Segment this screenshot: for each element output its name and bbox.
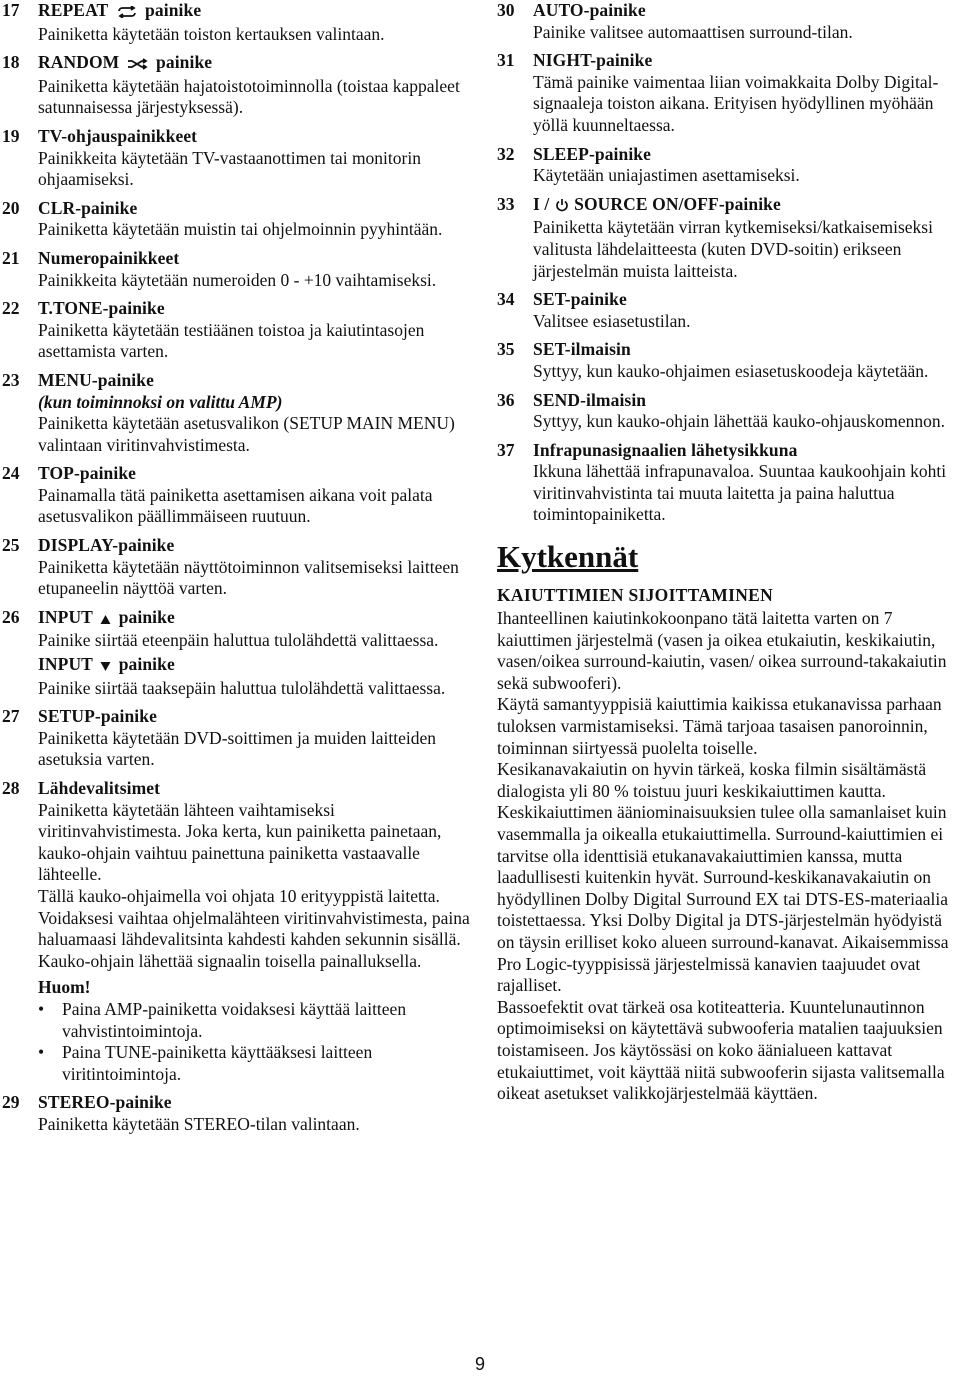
item-33 — [497, 194, 957, 282]
item-title: SET-ilmaisin — [533, 339, 631, 360]
item-22 — [2, 298, 472, 363]
item-title: T.TONE-painike — [38, 298, 165, 319]
item-number: 28 — [2, 778, 20, 798]
list-item: • Paina AMP-painiketta voidaksesi käyttää laitteen vahvistintoimintoja. — [38, 998, 407, 1041]
triangle-up-icon — [100, 609, 111, 631]
triangle-down-icon — [100, 656, 111, 678]
item-18 — [2, 52, 472, 119]
item-21 — [2, 248, 472, 291]
item-title: Lähdevalitsimet — [38, 778, 161, 798]
power-icon — [555, 196, 569, 218]
item-number: 35 — [497, 339, 515, 360]
section-heading: Kytkennät — [497, 539, 639, 575]
item-27 — [2, 706, 472, 771]
item-description: Syttyy, kun kauko-ohjaimen esiasetuskoodeja käytetään. — [533, 360, 929, 381]
left-column — [2, 0, 472, 1143]
item-36 — [497, 390, 957, 433]
item-description: Painiketta käytetään DVD-soittimen ja muiden laitteiden asetuksia varten. — [38, 727, 437, 770]
item-30 — [497, 0, 957, 43]
item-description: Syttyy, kun kauko-ohjain lähettää kauko-ohjauskomennon. — [533, 411, 945, 432]
item-description: Tämä painike vaimentaa liian voimakkaita Dolby Digital-signaaleja toiston aikana. Erityisen hyödyllinen myöhään yöllä kuunneltaessa. — [533, 71, 939, 135]
item-number: 19 — [2, 125, 20, 146]
random-icon — [127, 54, 149, 76]
item-description: Valitsee esiasetustilan. — [533, 310, 691, 331]
item-title: TV-ohjauspainikkeet — [38, 125, 198, 146]
item-title: REPEAT painike — [38, 0, 472, 24]
item-24 — [2, 463, 472, 528]
bullet: • — [38, 998, 45, 1019]
item-number: 18 — [2, 52, 20, 73]
item-description: Painiketta käytetään testiäänen toistoa ja kaiutintasojen asettamista varten. — [38, 319, 425, 362]
item-title: INPUT painike — [38, 654, 472, 678]
section-paragraph: Käytä samantyyppisiä kaiuttimia kaikissa etukanavissa parhaan tuloksen varmistamiseksi. Tämä tarjoaa tasaisen panoroinnin, toiminnan siirtyessä puolelta toiselle. — [497, 694, 942, 758]
item-subtitle: (kun toiminnoksi on valittu AMP) — [38, 391, 283, 412]
item-title: NIGHT-painike — [533, 50, 653, 71]
item-number: 31 — [497, 50, 515, 71]
section-paragraph: Bassoefektit ovat tärkeä osa kotiteatteria. Kuuntelunautinnon optimoimiseksi on käytettävä subwooferia matalien taajuuksien toistamiseen. Jos käytössäsi on koko äänialueen kattavat etukaiuttimet, voit käyttää niitä subwooferin sijasta valitsemalla oikeat asetukset valikkojärjestelmää käyttäen. — [497, 996, 945, 1104]
item-description: Painiketta käytetään näyttötoiminnon valitsemiseksi laitteen etupaneelin näyttöä varten. — [38, 556, 459, 599]
note-list — [38, 999, 472, 1085]
item-20 — [2, 198, 472, 241]
repeat-icon — [116, 2, 138, 24]
item-description: Ikkuna lähettää infrapunavaloa. Suuntaa kaukoohjain kohti viritinvahvistinta tai muuta laitetta ja paina haluttua toimintopainiketta. — [533, 461, 947, 525]
item-title: MENU-painike — [38, 369, 154, 390]
item-title: RANDOM painike — [38, 52, 472, 76]
item-description: Painike valitsee automaattisen surround-tilan. — [533, 21, 853, 42]
item-title: STEREO-painike — [38, 1092, 172, 1113]
note-heading: Huom! — [38, 977, 91, 998]
item-number: 37 — [497, 439, 515, 460]
item-number: 32 — [497, 143, 515, 164]
section-subheading: KAIUTTIMIEN SIJOITTAMINEN — [497, 585, 774, 606]
item-35 — [497, 339, 957, 382]
item-title: SET-painike — [533, 289, 627, 310]
item-26 — [2, 607, 472, 699]
item-title: SLEEP-painike — [533, 143, 652, 164]
item-description: Painiketta käytetään virran kytkemiseksi/katkaisemiseksi valitusta lähdelaitteesta (kuten DVD-soitin) erikseen järjestelmän muista laitteista. — [533, 217, 933, 281]
item-description: Painikkeita käytetään TV-vastaanottimen tai monitorin ohjaamiseksi. — [38, 147, 421, 190]
item-number: 22 — [2, 298, 20, 319]
item-description: Painiketta käytetään hajatoistotoiminnolla (toistaa kappaleet satunnaisessa järjestyksessä). — [38, 75, 460, 118]
item-title: INPUT painike — [38, 607, 472, 631]
item-description: Painike siirtää eteenpäin haluttua tulolähdettä valittaessa. — [38, 630, 439, 651]
item-title: SEND-ilmaisin — [533, 389, 647, 410]
bullet: • — [38, 1042, 45, 1063]
item-description: Painiketta käytetään asetusvalikon (SETUP MAIN MENU) valintaan viritinvahvistimesta. — [38, 413, 455, 455]
item-number: 21 — [2, 247, 20, 268]
item-25 — [2, 535, 472, 600]
item-number: 20 — [2, 197, 20, 218]
item-number: 33 — [497, 193, 515, 214]
item-title: Numeropainikkeet — [38, 247, 180, 268]
item-title: DISPLAY-painike — [38, 535, 175, 556]
item-description: Painiketta käytetään muistin tai ohjelmoinnin pyyhintään. — [38, 219, 443, 240]
item-number: 26 — [2, 606, 20, 627]
item-number: 27 — [2, 706, 20, 727]
item-title: I / SOURCE ON/OFF-painike — [533, 194, 957, 218]
item-number: 29 — [2, 1092, 20, 1113]
item-23 — [2, 370, 472, 456]
section-paragraph: Kesikanavakaiutin on hyvin tärkeä, koska filmin sisältämästä dialogista yli 80 % toistuu juuri keskikaiuttimen kautta. Keskikaiuttimen ääniominaisuuksien tulee olla samanlaiset kuin vasemmalla ja oikealla etukaiuttimella. Surround-kaiuttimien ei tarvitse olla identtisiä etukanavakaiuttimien kanssa, mutta laadullisesti kuitenkin hyvät. Surround-keskikanavakaiutin on hyödyllinen Dolby Digital Surround EX tai DTS-ES-materiaalia toistettaessa. Yksi Dolby Digital ja DTS-järjestelmän hyödyistä on täysin erilliset koko alueen surround-kanavat. Aikaisemmissa Pro Logic-tyyppisissä järjestelmissä kanavien taajuudet ovat rajalliset. — [497, 759, 949, 996]
item-description: Painiketta käytetään lähteen vaihtamiseksi viritinvahvistimesta. Joka kerta, kun painiketta painetaan, kauko-ohjain vaihtuu painettuna painiketta vastaavalle lähteelle. — [38, 799, 442, 885]
section-paragraph: Ihanteellinen kaiutinkokoonpano tätä laitetta varten on 7 kaiuttimen järjestelmä (vasen ja oikea etukaiutin, keskikaiutin, vasen/oikea surround-kaiutin, vasen/ oikea surround-takakaiutin sekä subwooferi). — [497, 608, 947, 693]
item-description: Tällä kauko-ohjaimella voi ohjata 10 erityyppistä laitetta. Voidaksesi vaihtaa ohjelmalähteen viritinvahvistimesta, paina haluamaasi lähdevalitsinta kahdesti kahden sekunnin sisällä. Kauko-ohjain lähettää signaalin toisella painalluksella. — [38, 885, 470, 971]
item-title: Infrapunasignaalien lähetysikkuna — [533, 439, 798, 460]
item-29 — [2, 1092, 472, 1135]
item-number: 23 — [2, 369, 20, 390]
item-37 — [497, 440, 957, 526]
item-title: TOP-painike — [38, 463, 137, 484]
right-column — [497, 0, 957, 1105]
item-description: Painamalla tätä painiketta asettamisen aikana voit palata asetusvalikon päällimmäiseen ruutuun. — [38, 484, 433, 527]
page-number: 9 — [474, 1354, 485, 1374]
item-number: 17 — [2, 0, 20, 20]
item-34 — [497, 289, 957, 332]
item-title: SETUP-painike — [38, 706, 157, 727]
item-number: 30 — [497, 0, 515, 20]
item-19 — [2, 126, 472, 191]
item-number: 24 — [2, 463, 20, 484]
item-number: 36 — [497, 389, 515, 410]
item-title: AUTO-painike — [533, 0, 646, 20]
list-item: • Paina TUNE-painiketta käyttääksesi laitteen viritintoimintoja. — [38, 1042, 373, 1084]
item-description: Painike siirtää taaksepäin haluttua tulolähdettä valittaessa. — [38, 677, 446, 698]
item-17 — [2, 0, 472, 45]
item-28 — [2, 778, 472, 1085]
item-description: Painikkeita käytetään numeroiden 0 - +10 vaihtamiseksi. — [38, 269, 437, 290]
item-number: 34 — [497, 289, 515, 310]
item-31 — [497, 50, 957, 136]
item-title: CLR-painike — [38, 197, 138, 218]
item-description: Painiketta käytetään toiston kertauksen valintaan. — [38, 23, 385, 44]
item-description: Painiketta käytetään STEREO-tilan valintaan. — [38, 1113, 360, 1134]
item-number: 25 — [2, 535, 20, 556]
item-description: Käytetään uniajastimen asettamiseksi. — [533, 165, 800, 186]
item-32 — [497, 144, 957, 187]
